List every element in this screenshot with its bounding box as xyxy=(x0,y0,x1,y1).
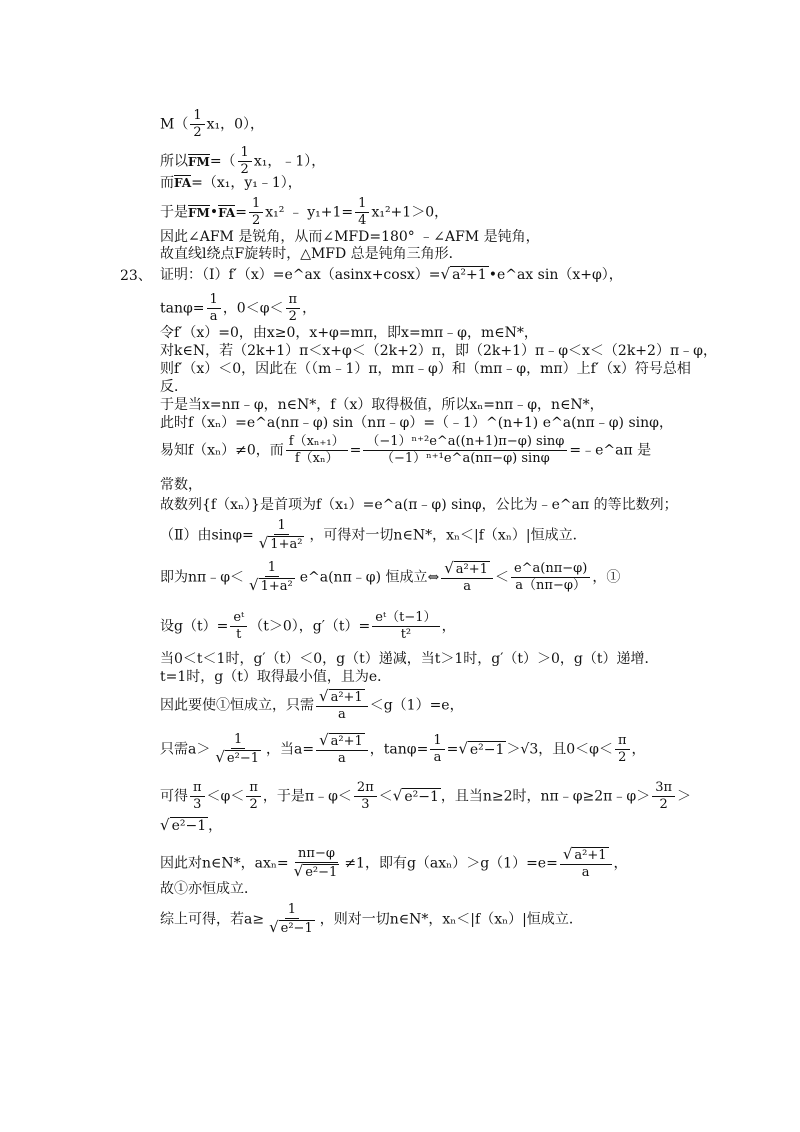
proof-part-2: （Ⅱ）由sinφ= $\frac{1}{\text{√ 1+a²}}$ ，可得对一切n∈N*，xₙ＜|f（xₙ）|恒成立． xyxy=(160,518,587,552)
proof-line-4: 对k∈N，若（2k+1）π＜x+φ＜（2k+2）π，即（2k+1）π﹣φ＜x＜（2k+2）π﹣φ， xyxy=(160,343,717,359)
proof-line-20: 因此对n∈N*，axₙ= $\frac{n\pi-\varphi}{\text{√ e²−1}}$ ≠1，即有g（axₙ）＞g（1）=e= $\frac{\text{√ a²+1}}{a}$ ， xyxy=(160,845,628,880)
proof-line-7: 此时f（xₙ）=e^a(nπ﹣φ) sin（nπ﹣φ）=（﹣1）^(n+1) e^a(nπ﹣φ) sinφ， xyxy=(160,415,673,431)
proof-line-12: 即为nπ﹣φ＜ $\frac{1}{\text{√ 1+a²}}$ e^a(nπ﹣φ) 恒成立⇔ $\frac{\text{√ a²+1}}{a}$ ＜ $\frac{e\^{}a(n\pi-\varphi)}{a(n\pi-\varphi)}$ ，① xyxy=(160,559,621,594)
proof-line-9: 常数， xyxy=(160,477,202,493)
proof-line-17: 只需a＞ $\frac{1}{\text{√ e²−1}}$ ，当a= $\frac{\text{√ a²+1}}{a}$ ，tanφ= $\frac{1}{a}$ =√ e²−1 ＞√3，且0＜φ＜ $\frac{\pi}{2}$ ， xyxy=(160,731,646,766)
proof-line-ratio: 易知f（xₙ）≠0，而 $\frac{\text{f（xₙ₊₁）}}{\text{f（xₙ）}}$ = $\frac{\text{（−1）ⁿ⁺²e\textasciicircum{}a((n+1)π−φ) sinφ}}{\text{（−1）ⁿ⁺¹e\textasciicircum{}a(nπ−φ) sinφ}}$ =﹣e^aπ 是 xyxy=(160,434,652,466)
proof-line-3: 令f′（x）=0，由x≥0，x+φ=mπ，即x=mπ﹣φ，m∈N*， xyxy=(160,325,538,341)
line-FA: 而FA=（x₁，y₁﹣1）， xyxy=(160,175,302,191)
line-dot-product: 于是FM•FA= $\frac{1}{2}$ x₁² ﹣ y₁+1= $\frac{1}{4}$ x₁²+1＞0， xyxy=(160,196,449,228)
proof-line-16: 因此要使①恒成立，只需 $\frac{\text{√ a²+1}}{a}$ ＜g（1）=e， xyxy=(160,687,464,722)
proof-line-13: 设g（t）= $\frac{\text{eᵗ}}{t}$ （t＞0），g′（t）= $\frac{\text{eᵗ（t−1）}}{\text{t²}}$ ， xyxy=(160,610,456,642)
proof-line-10: 故数列{f（xₙ）}是首项为f（x₁）=e^a(π﹣φ) sinφ，公比为﹣e^aπ 的等比数列； xyxy=(160,497,678,513)
proof-line-5b: 反． xyxy=(160,379,188,395)
proof-line-18: 可得 $\frac{\pi}{3}$ ＜φ＜ $\frac{\pi}{2}$ ，于是π﹣φ＜ $\frac{2\pi}{3}$ ＜√ e²−1 ，且当n≥2时，nπ﹣φ≥2π﹣φ＞ $\frac{3\pi}{2}$ ＞ xyxy=(160,780,692,812)
line-FM: 所以FM=（ $\frac{1}{2}$ x₁，﹣1）， xyxy=(160,145,326,177)
proof-final: 综上可得，若a≥ $\frac{1}{\text{√ e²−1}}$ ，则对一切n∈N*，xₙ＜|f（xₙ）|恒成立． xyxy=(160,902,583,936)
proof-line-15: t=1时，g（t）取得最小值，且为e． xyxy=(160,669,392,685)
question-number: 23、 xyxy=(120,268,152,284)
proof-line-2: tanφ= $\frac{1}{a}$ ，0＜φ＜ $\frac{\pi}{2}$ ， xyxy=(160,292,317,324)
proof-line-1: 证明：（Ⅰ）f′（x）=e^ax（asinx+cosx）=√ a²+1 •e^ax sin（x+φ）， xyxy=(160,265,623,283)
proof-line-21: 故①亦恒成立． xyxy=(160,881,258,897)
line-M: M（ $\frac{1}{2}$ x₁，0）， xyxy=(160,108,265,140)
proof-line-14: 当0＜t＜1时，g′（t）＜0，g（t）递减，当t＞1时，g′（t）＞0，g（t）递增． xyxy=(160,651,659,667)
line-conclusion: 故直线l绕点F旋转时，△MFD 总是钝角三角形． xyxy=(160,246,463,262)
proof-line-6: 于是当x=nπ﹣φ，n∈N*，f（x）取得极值，所以xₙ=nπ﹣φ，n∈N*， xyxy=(160,397,604,413)
line-angle: 因此∠AFM 是锐角，从而∠MFD=180° ﹣∠AFM 是钝角， xyxy=(160,229,540,245)
proof-line-19: √ e²−1 ， xyxy=(160,816,223,834)
proof-line-5: 则f′（x）＜0，因此在（（m﹣1）π，mπ﹣φ）和（mπ﹣φ，mπ）上f′（x）符号总相 xyxy=(160,361,691,377)
fraction: $\frac{1}{2}$ xyxy=(190,108,204,141)
